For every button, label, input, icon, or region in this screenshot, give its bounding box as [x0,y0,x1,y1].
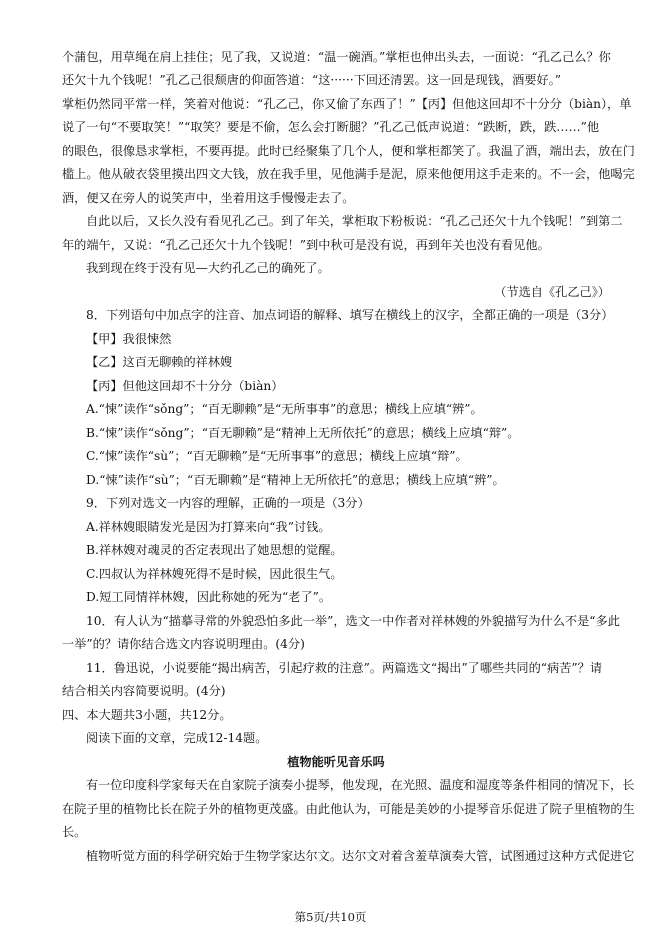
question-8-item: 【甲】我很悚然 [86,332,172,346]
paragraph-line: 我到现在终于没有见—大约孔乙己的确死了。 [86,261,330,275]
question-8-option-d: D.“悚”读作“sù”；“百无聊赖”是“精神上无所依托”的意思；横线上应填“辨”。 [86,473,505,487]
question-9-option-a: A.祥林嫂眼睛发光是因为打算来向“我”讨钱。 [86,520,331,534]
question-8-item: 【丙】但他这回却不十分分（biàn） [86,379,284,393]
passage-line: 酒，便又在旁人的说笑声中，坐着用这手慢慢走去了。 [62,191,355,205]
paragraph-line: 自此以后，又长久没有看见孔乙己。到了年关，掌柜取下粉板说：“孔乙己还欠十九个钱呢！”到第二 [86,214,623,228]
question-8-option-c: C.“悚”读作“sù”；“百无聊赖”是“无所事事”的意思；横线上应填“辩”。 [86,449,468,463]
article-line: 有一位印度科学家每天在自家院子演奏小提琴，他发现，在光照、温度和湿度等条件相同的情况下，长 [86,778,635,792]
article-line: 植物听觉方面的科学研究始于生物学家达尔文。达尔文对着含羞草演奏大管，试图通过这种方式促进它 [86,849,635,863]
passage-line: 个蒲包，用草绳在肩上挂住；见了我，又说道：“温一碗酒。”掌柜也伸出头去，一面说：“孔乙己么？你 [62,50,611,64]
article-line: 在院子里的植物比长在院子外的植物更茂盛。由此他认为，可能是美妙的小提琴音乐促进了院子里植物的生 [62,802,635,816]
question-9-option-b: B.祥林嫂对魂灵的否定表现出了她思想的觉醒。 [86,543,343,557]
section-heading: 四、本大题共3小题，共12分。 [62,708,232,722]
source-citation: （节选自《孔乙己》） [494,285,610,299]
question-10-line: 一举”的？请你结合选文内容说明理由。(4分) [62,637,305,651]
paragraph-line: 年的端午，又说：“孔乙己还欠十九个钱呢！”到中秋可是没有说，再到年关也没有看见他。 [62,238,550,252]
question-8-stem: 8．下列语句中加点字的注音、加点词语的解释、填写在横线上的汉字，全都正确的一项是（3分） [86,308,614,322]
question-8-item: 【乙】这百无聊赖的祥林嫂 [86,355,233,369]
section-intro: 阅读下面的文章，完成12-14题。 [86,731,268,745]
question-9-option-d: D.短工同情祥林嫂，因此称她的死为“老了”。 [86,590,332,604]
article-line: 长。 [62,825,87,839]
question-9-option-c: C.四叔认为祥林嫂死得不是时候，因此很生气。 [86,567,343,581]
passage-line: 的眼色，很像恳求掌柜，不要再提。此时已经聚集了几个人，便和掌柜都笑了。我温了酒，端出去，放在门 [62,144,635,158]
page-number: 第5页/共10页 [294,910,367,924]
question-9-stem: 9．下列对选文一内容的理解，正确的一项是（3分） [86,496,370,510]
passage-line: 还欠十九个钱呢！”孔乙己很颓唐的仰面答道：“这······下回还清罢。这一回是现钱，酒要好。” [62,73,561,87]
article-title: 植物能听见音乐吗 [287,755,385,769]
question-8-option-b: B.“悚”读作“sǒng”；“百无聊赖”是“精神上无所依托”的意思；横线上应填“辩”。 [86,426,520,440]
question-11-line: 结合相关内容简要说明。(4分) [62,684,226,698]
passage-line: 槛上。他从破衣袋里摸出四文大钱，放在我手里，见他满手是泥，原来他便用这手走来的。不一会，他喝完 [62,167,635,181]
question-8-option-a: A.“悚”读作“sǒng”；“百无聊赖”是“无所事事”的意思；横线上应填“辨”。 [86,402,483,416]
passage-line: 掌柜仍然同平常一样，笑着对他说：“孔乙己，你又偷了东西了！”【丙】但他这回却不十分分（biàn），单 [62,97,632,111]
question-11-line: 11．鲁迅说，小说要能“揭出病苦，引起疗救的注意”。两篇选文“揭出”了哪些共同的“病苦”？请 [86,661,603,675]
passage-line: 说了一句“不要取笑！”“取笑？要是不偷，怎么会打断腿？”孔乙己低声说道：“跌断，跌，跌……”他 [62,120,600,134]
question-10-line: 10．有人认为“描摹寻常的外貌恐怕多此一举”，选文一中作者对祥林嫂的外貌描写为什么不是“多此 [86,614,620,628]
